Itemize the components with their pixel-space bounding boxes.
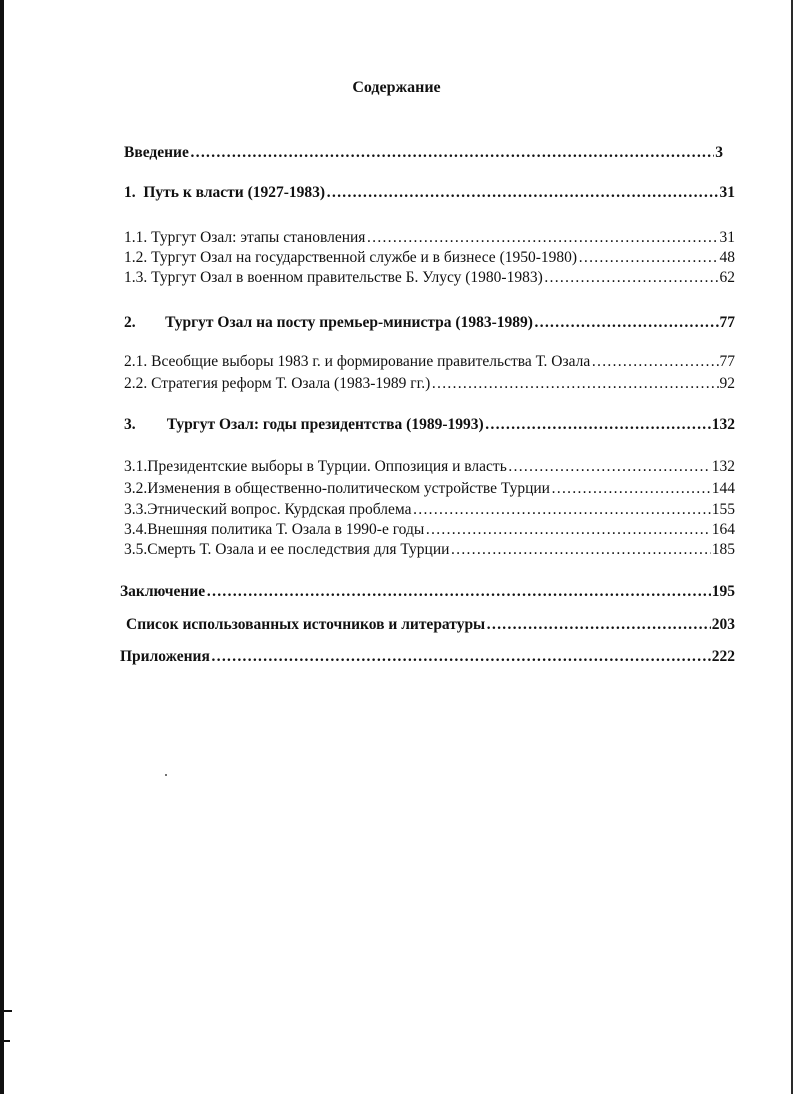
toc-section-1 [124,183,735,203]
toc-section-3 [124,415,735,435]
leader-dots [366,228,718,248]
toc-item-label: 1.1. Тургут Озал: этапы становления [124,229,366,246]
toc-item-page: 144 [711,480,735,497]
toc-entry-page: 203 [711,616,735,633]
toc-item-page: 185 [711,541,735,558]
leader-dots [591,352,718,372]
leader-dots [544,268,719,288]
toc-item-label: 3.1.Президентские выборы в Турции. Оппозиция и власть [124,458,507,475]
leader-dots [412,500,710,520]
toc-item-2-2 [124,374,735,394]
toc-entry-page: 195 [711,583,735,600]
toc-entry-label: Введение [124,144,189,161]
toc-item-page: 31 [719,229,735,246]
toc-section-number: 3. [124,416,136,433]
toc-section-page: 77 [719,314,735,331]
toc-section-number: 2. [124,314,136,331]
toc-section-title: Тургут Озал на посту премьер-министра (1983-1989) [165,314,533,331]
toc-item-page: 62 [719,269,735,286]
toc-entry-label: Приложения [120,648,210,665]
leader-dots [508,457,711,477]
toc-item-page: 48 [719,249,735,266]
toc-item-3-4 [124,520,735,540]
leader-dots [206,582,711,602]
toc-item-label: 1.2. Тургут Озал на государственной службе и в бизнесе (1950-1980) [124,249,578,266]
toc-item-label: 3.5.Смерть Т. Озала и ее последствия для Турции [124,541,450,558]
scan-mark [0,1010,12,1012]
toc-item-3-5 [124,540,735,560]
toc-item-label: 1.3. Тургут Озал в военном правительстве Б. Улусу (1980-1983) [124,269,543,286]
toc-item-label: 2.1. Всеобщие выборы 1983 г. и формирование правительства Т. Озала [124,353,591,370]
toc-item-3-1 [124,457,735,477]
toc-item-page: 92 [719,375,735,392]
toc-item-2-1 [124,352,735,372]
toc-item-1-1 [124,228,735,248]
toc-entry-page: 222 [711,648,735,665]
leader-dots [534,313,719,333]
toc-entry-label: Список использованных источников и литературы [126,616,486,633]
page-title: Содержание [352,79,441,96]
toc-entry-page: 3 [715,144,723,161]
leader-dots [211,647,711,667]
toc-item-page: 132 [711,458,735,475]
toc-section-2 [124,313,735,333]
leader-dots [425,520,710,540]
toc-item-label: 3.3.Этнический вопрос. Курдская проблема [124,501,412,518]
leader-dots [486,615,711,635]
toc-item-3-2 [124,479,735,499]
toc-item-label: 3.2.Изменения в общественно-политическом устройстве Турции [124,480,550,497]
toc-section-page: 31 [719,184,735,201]
leader-dots [578,248,718,268]
toc-section-page: 132 [711,416,735,433]
toc-item-1-3 [124,268,735,288]
toc-entry-label: Заключение [120,583,206,600]
leader-dots [326,183,718,203]
toc-entry-sources [126,615,735,635]
toc-section-title: Путь к власти (1927-1983) [143,184,326,201]
leader-dots [190,143,714,163]
toc-section-title: Тургут Озал: годы президентства (1989-1993) [166,416,484,433]
scan-mark [0,1040,10,1042]
toc-item-page: 164 [711,521,735,538]
toc-item-label: 3.4.Внешняя политика Т. Озала в 1990-е годы [124,521,425,538]
toc-item-label: 2.2. Стратегия реформ Т. Озала (1983-1989 гг.) [124,375,431,392]
toc-item-3-3 [124,500,735,520]
leader-dots [431,374,718,394]
toc-item-page: 155 [711,501,735,518]
toc-item-page: 77 [719,353,735,370]
toc-entry-intro [124,143,723,163]
toc-entry-appendix [120,647,735,667]
leader-dots [551,479,711,499]
leader-dots [450,540,710,560]
scan-edge-left [0,0,4,1094]
toc-entry-conclusion [120,582,735,602]
toc-item-1-2 [124,248,735,268]
scan-speck [165,774,167,776]
toc-section-number: 1. [124,184,136,201]
leader-dots [485,415,711,435]
